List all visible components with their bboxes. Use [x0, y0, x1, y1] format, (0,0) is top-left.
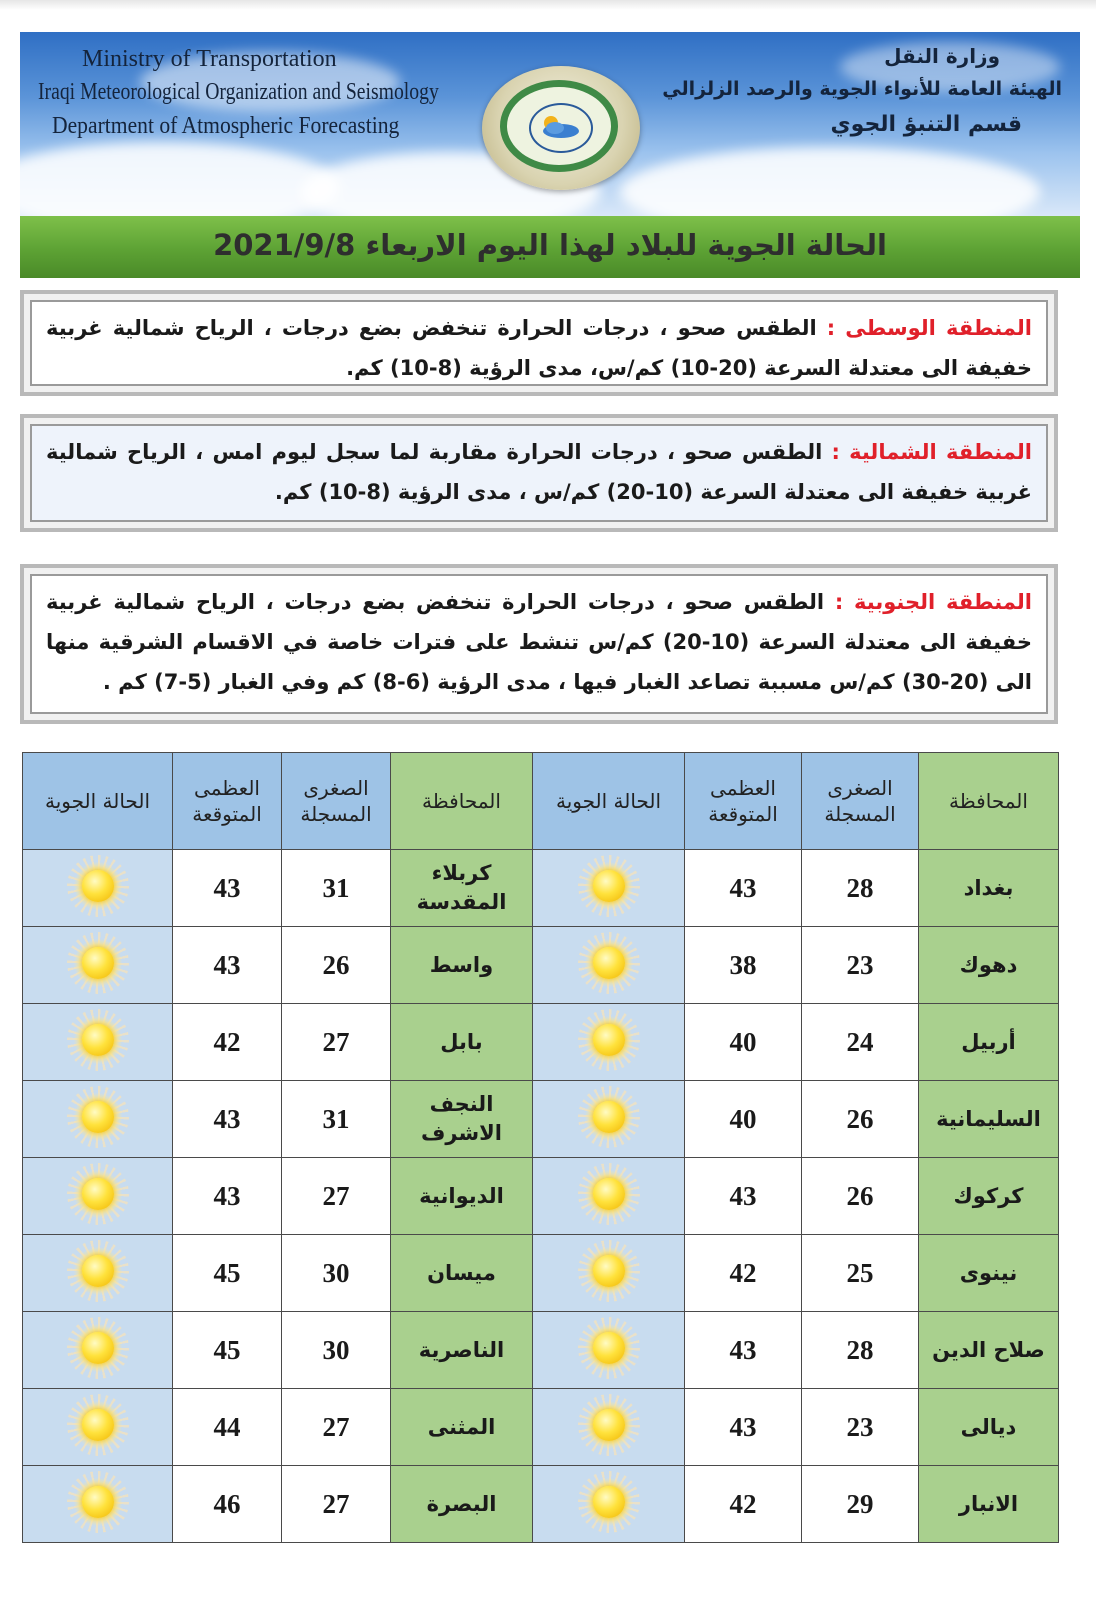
province-cell: [391, 1081, 533, 1158]
max-temp-cell: 43: [173, 1158, 282, 1235]
sun-disc: [593, 1255, 625, 1287]
table-header-row: [23, 753, 1059, 850]
min-temp-cell: 27: [282, 1466, 391, 1543]
province-cell: [391, 1466, 533, 1543]
table-row: [23, 1004, 1059, 1081]
sun-disc: [82, 947, 114, 979]
sun-disc: [593, 1332, 625, 1364]
logo-center: [529, 103, 593, 153]
condition-cell: [533, 1158, 685, 1235]
max-temp-cell: 43: [685, 850, 802, 927]
max-temp-cell: 45: [173, 1235, 282, 1312]
province-cell: [391, 1004, 533, 1081]
sun-disc: [82, 1332, 114, 1364]
region-box-inner: [30, 424, 1048, 522]
province-cell: [391, 850, 533, 927]
min-temp-cell: 27: [282, 1389, 391, 1466]
province-cell: [919, 1158, 1059, 1235]
sun-icon: [67, 1086, 129, 1148]
max-temp-cell: 46: [173, 1466, 282, 1543]
header-min: الصغرى المسجلة: [802, 753, 919, 850]
province-cell: [919, 1312, 1059, 1389]
top-border: [0, 0, 1096, 10]
organization-logo: [482, 66, 640, 190]
min-temp-cell: 30: [282, 1235, 391, 1312]
min-temp-cell: 25: [802, 1235, 919, 1312]
sun-disc: [82, 1486, 114, 1518]
sun-icon: [578, 1086, 640, 1148]
department-name-en: Department of Atmospheric Forecasting: [52, 113, 400, 139]
condition-cell: [23, 1235, 173, 1312]
sun-disc: [82, 1101, 114, 1133]
sun-icon: [67, 1009, 129, 1071]
region-label: المنطقة الجنوبية :: [834, 590, 1032, 614]
header-condition: الحالة الجوية: [23, 753, 173, 850]
sun-disc: [82, 1255, 114, 1287]
sun-disc: [593, 1178, 625, 1210]
sun-icon: [578, 855, 640, 917]
province-name: السليمانية: [936, 1106, 1041, 1131]
sun-icon: [578, 1009, 640, 1071]
max-temp-cell: 40: [685, 1004, 802, 1081]
province-name: دهوك: [959, 952, 1018, 977]
max-temp-cell: 43: [173, 850, 282, 927]
sun-disc: [82, 1024, 114, 1056]
cloud-sun-icon: [531, 105, 587, 147]
province-cell: [919, 1389, 1059, 1466]
condition-cell: [23, 1312, 173, 1389]
sun-icon: [67, 1394, 129, 1456]
max-temp-cell: 42: [685, 1235, 802, 1312]
condition-cell: [533, 1235, 685, 1312]
province-name: البصرة: [426, 1491, 497, 1516]
region-text: [46, 308, 1032, 388]
min-temp-cell: 31: [282, 850, 391, 927]
region-text: [46, 432, 1032, 512]
title-bar: [20, 216, 1080, 278]
table-row: [23, 927, 1059, 1004]
max-temp-cell: 40: [685, 1081, 802, 1158]
sun-icon: [578, 1317, 640, 1379]
sun-disc: [593, 947, 625, 979]
sun-icon: [67, 1163, 129, 1225]
max-temp-cell: 43: [685, 1389, 802, 1466]
table-row: [23, 1312, 1059, 1389]
page-title: الحالة الجوية للبلاد لهذا اليوم الاربعاء 2021/9/8: [213, 228, 887, 262]
province-name: بابل: [440, 1029, 483, 1054]
cloud-decoration: [620, 147, 1040, 218]
sun-icon: [67, 1317, 129, 1379]
province-name: بغداد: [963, 875, 1014, 900]
header-banner: [20, 32, 1080, 218]
province-cell: [919, 1466, 1059, 1543]
sun-disc: [593, 1409, 625, 1441]
header-condition: الحالة الجوية: [533, 753, 685, 850]
province-name: أربيل: [961, 1029, 1016, 1054]
cloud-decoration: [20, 142, 340, 218]
province-name: المثنى: [427, 1414, 496, 1439]
table-row: [23, 1389, 1059, 1466]
sun-icon: [67, 932, 129, 994]
min-temp-cell: 28: [802, 1312, 919, 1389]
condition-cell: [533, 1081, 685, 1158]
province-cell: [919, 850, 1059, 927]
sun-icon: [578, 1471, 640, 1533]
province-cell: [919, 1235, 1059, 1312]
condition-cell: [23, 1389, 173, 1466]
region-label: المنطقة الشمالية :: [831, 440, 1032, 464]
sun-icon: [67, 1471, 129, 1533]
condition-cell: [23, 927, 173, 1004]
min-temp-cell: 23: [802, 1389, 919, 1466]
condition-cell: [23, 1004, 173, 1081]
condition-cell: [533, 1004, 685, 1081]
sun-icon: [578, 1394, 640, 1456]
region-box-northern: [20, 414, 1058, 532]
province-cell: [919, 1004, 1059, 1081]
sun-disc: [593, 870, 625, 902]
condition-cell: [533, 927, 685, 1004]
condition-cell: [23, 1081, 173, 1158]
sun-icon: [67, 1240, 129, 1302]
logo-ring: [500, 80, 618, 172]
min-temp-cell: 27: [282, 1004, 391, 1081]
min-temp-cell: 23: [802, 927, 919, 1004]
region-box-inner: [30, 574, 1048, 714]
province-name: الانبار: [958, 1491, 1019, 1516]
region-description: الطقس صحو ، درجات الحرارة تنخفض بضع درجات ، الرياح شمالية غربية خفيفة الى معتدلة السرعة (20-10) كم/س، مدى الرؤية (8-10) كم.: [46, 316, 1032, 380]
max-temp-cell: 43: [173, 927, 282, 1004]
sun-disc: [82, 1178, 114, 1210]
sun-icon: [67, 855, 129, 917]
max-temp-cell: 43: [685, 1312, 802, 1389]
province-cell: [391, 927, 533, 1004]
sun-disc: [593, 1101, 625, 1133]
sun-icon: [578, 932, 640, 994]
province-cell: [391, 1312, 533, 1389]
province-name: ميسان: [427, 1260, 496, 1285]
condition-cell: [23, 1158, 173, 1235]
sun-icon: [578, 1163, 640, 1225]
province-cell: [391, 1235, 533, 1312]
max-temp-cell: 43: [173, 1081, 282, 1158]
province-cell: [919, 1081, 1059, 1158]
sun-icon: [578, 1240, 640, 1302]
table-row: [23, 1466, 1059, 1543]
condition-cell: [533, 1466, 685, 1543]
region-label: المنطقة الوسطى :: [826, 316, 1033, 340]
max-temp-cell: 42: [173, 1004, 282, 1081]
table-row: [23, 1158, 1059, 1235]
weather-table: [22, 752, 1059, 1543]
province-name: صلاح الدين: [932, 1337, 1045, 1362]
organization-name-ar: الهيئة العامة للأنواء الجوية والرصد الزلزالي: [662, 78, 1062, 100]
max-temp-cell: 43: [685, 1158, 802, 1235]
province-name: كربلاء المقدسة: [416, 861, 507, 914]
condition-cell: [23, 850, 173, 927]
max-temp-cell: 44: [173, 1389, 282, 1466]
table-row: [23, 1081, 1059, 1158]
condition-cell: [23, 1466, 173, 1543]
region-box-inner: [30, 300, 1048, 386]
province-name: النجف الاشرف: [421, 1092, 502, 1145]
province-name: ديالى: [960, 1414, 1017, 1439]
table-row: [23, 1235, 1059, 1312]
header-province: المحافظة: [391, 753, 533, 850]
min-temp-cell: 26: [282, 927, 391, 1004]
province-name: الديوانية: [419, 1183, 504, 1208]
condition-cell: [533, 850, 685, 927]
ministry-name-en: Ministry of Transportation: [82, 46, 337, 72]
province-cell: [391, 1389, 533, 1466]
organization-name-en: Iraqi Meteorological Organization and Seismology: [38, 79, 439, 105]
min-temp-cell: 29: [802, 1466, 919, 1543]
region-text: [46, 582, 1032, 702]
min-temp-cell: 26: [802, 1158, 919, 1235]
sun-disc: [82, 1409, 114, 1441]
region-box-central: [20, 290, 1058, 396]
min-temp-cell: 28: [802, 850, 919, 927]
max-temp-cell: 45: [173, 1312, 282, 1389]
province-name: الناصرية: [418, 1337, 505, 1362]
region-box-southern: [20, 564, 1058, 724]
department-name-ar: قسم التنبؤ الجوي: [830, 112, 1022, 137]
condition-cell: [533, 1312, 685, 1389]
header-max: العظمى المتوقعة: [685, 753, 802, 850]
province-name: كركوك: [953, 1183, 1024, 1208]
table-row: [23, 850, 1059, 927]
province-name: واسط: [429, 952, 494, 977]
condition-cell: [533, 1389, 685, 1466]
region-description: الطقس صحو ، درجات الحرارة مقاربة لما سجل ليوم امس ، الرياح شمالية غربية خفيفة الى معتدلة السرعة (10-20) كم/س ، مدى الرؤية (8-10) كم.: [46, 440, 1032, 504]
sun-disc: [82, 870, 114, 902]
min-temp-cell: 30: [282, 1312, 391, 1389]
province-cell: [391, 1158, 533, 1235]
province-cell: [919, 927, 1059, 1004]
min-temp-cell: 31: [282, 1081, 391, 1158]
header-min: الصغرى المسجلة: [282, 753, 391, 850]
sun-disc: [593, 1486, 625, 1518]
max-temp-cell: 38: [685, 927, 802, 1004]
max-temp-cell: 42: [685, 1466, 802, 1543]
min-temp-cell: 26: [802, 1081, 919, 1158]
min-temp-cell: 27: [282, 1158, 391, 1235]
ministry-name-ar: وزارة النقل: [884, 44, 1000, 68]
header-max: العظمى المتوقعة: [173, 753, 282, 850]
min-temp-cell: 24: [802, 1004, 919, 1081]
region-description: الطقس صحو ، درجات الحرارة تنخفض بضع درجات ، الرياح شمالية غربية خفيفة الى معتدلة السرعة (10-20) كم/س تنشط على فترات خاصة في الاقسام الشرقية منها الى (20-30) كم/س مسببة تصاعد الغبار فيها ، مدى الرؤية (6-8) كم وفي الغبار (5-7) كم .: [46, 590, 1033, 694]
header-province: المحافظة: [919, 753, 1059, 850]
province-name: نينوى: [959, 1260, 1018, 1285]
sun-disc: [593, 1024, 625, 1056]
